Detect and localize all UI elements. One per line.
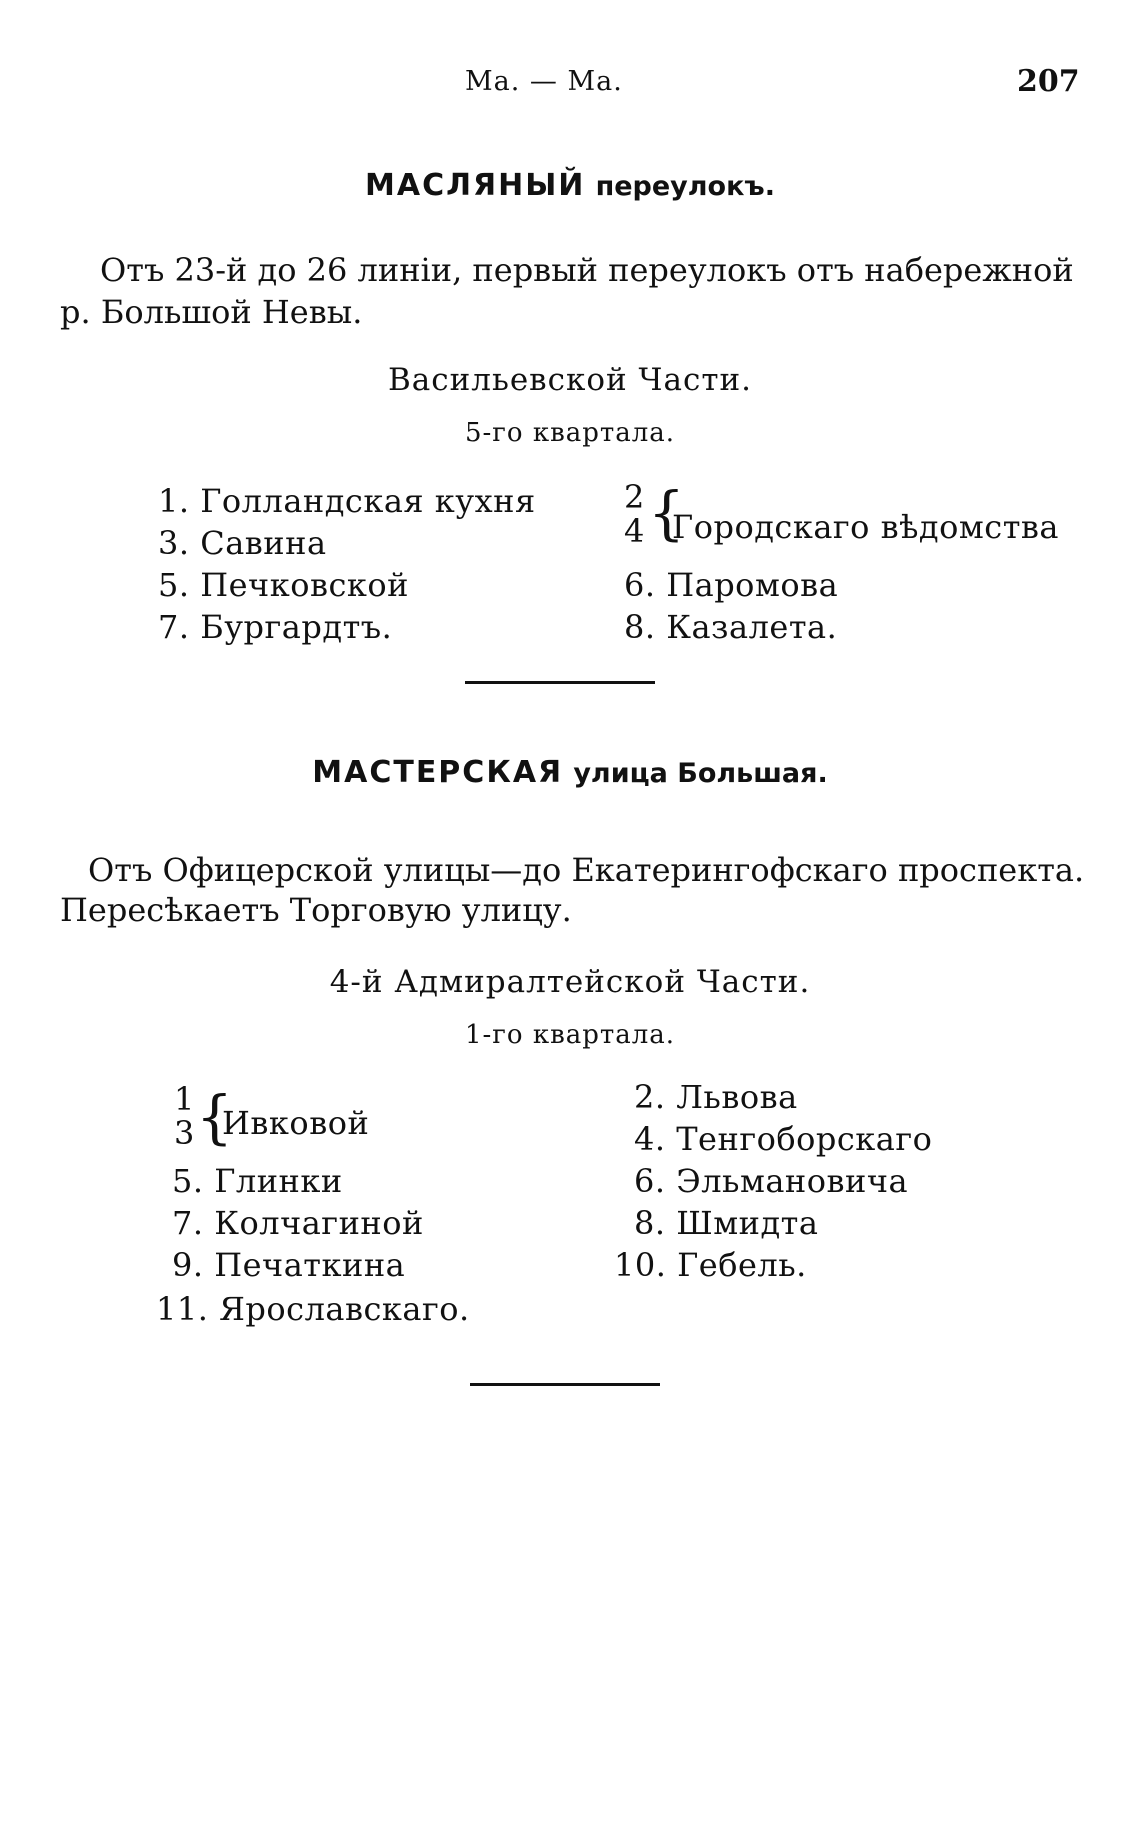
house-owner: Шмидта (676, 1204, 819, 1242)
house-number: 3 (174, 1114, 195, 1152)
list-item (172, 1162, 343, 1200)
house-owner: Голландская кухня (200, 482, 536, 520)
house-owner: Львова (676, 1078, 798, 1116)
street-title-masterskaya (0, 752, 1140, 790)
street-title-rest: улица Большая. (573, 758, 828, 789)
house-number: 10. (614, 1246, 667, 1284)
house-owner: Казалета. (666, 608, 838, 646)
brace-glyph: { (196, 1083, 233, 1151)
street-description-line1: Отъ 23-й до 26 линіи, первый переулокъ отъ набережной (100, 251, 1074, 289)
house-owner: Ивковой (222, 1104, 370, 1142)
list-item (156, 1290, 470, 1328)
brace-glyph: { (648, 479, 685, 547)
street-description-line1: Отъ Офицерской улицы—до Екатерингофскаго проспекта. (88, 851, 1085, 889)
list-item (158, 566, 409, 604)
house-number: 4. (634, 1120, 666, 1158)
street-title-main: МАСТЕРСКАЯ (312, 755, 564, 790)
page-number: 207 (1017, 64, 1080, 99)
section-divider (470, 1383, 660, 1386)
house-number: 1. (158, 482, 190, 520)
list-item (634, 1120, 932, 1158)
house-owner: Глинки (214, 1162, 343, 1200)
house-number: 9. (172, 1246, 204, 1284)
house-owner: Ярославскаго. (219, 1290, 470, 1328)
house-number: 7. (158, 608, 190, 646)
street-description-line2: р. Большой Невы. (60, 293, 363, 331)
list-item (158, 482, 536, 520)
house-owner: Паромова (666, 566, 839, 604)
house-owner: Колчагиной (214, 1204, 424, 1242)
house-owner: Печковской (200, 566, 409, 604)
house-number: 4 (624, 512, 645, 550)
list-item (634, 1204, 818, 1242)
house-number: 1 (174, 1080, 195, 1118)
list-item (158, 524, 327, 562)
quarter-title: 1-го квартала. (464, 1020, 676, 1050)
list-item (634, 1078, 798, 1116)
house-number: 8. (624, 608, 656, 646)
house-owner: Эльмановича (676, 1162, 909, 1200)
house-number: 2. (634, 1078, 666, 1116)
list-item (634, 1162, 908, 1200)
house-number: 2 (624, 478, 645, 516)
list-item (624, 566, 838, 604)
part-title: Васильевской Части. (387, 362, 753, 398)
list-item (172, 1204, 424, 1242)
house-owner: Печаткина (214, 1246, 406, 1284)
list-item (172, 1246, 405, 1284)
street-title-maslyany (0, 165, 1140, 203)
house-number: 8. (634, 1204, 666, 1242)
house-owner: Городскаго вѣдомства (672, 508, 1059, 546)
house-number: 5. (158, 566, 190, 604)
list-item (614, 1246, 807, 1284)
list-item (158, 608, 392, 646)
house-number: 11. (156, 1290, 209, 1328)
running-head: Ма. — Ма. (465, 66, 623, 97)
part-title: 4-й Адмиралтейской Части. (329, 964, 811, 1000)
section-divider (465, 681, 655, 684)
street-description-line2: Пересѣкаетъ Торговую улицу. (60, 891, 572, 929)
house-owner: Тенгоборскаго (676, 1120, 933, 1158)
house-number: 6. (634, 1162, 666, 1200)
house-owner: Савина (200, 524, 327, 562)
house-number: 3. (158, 524, 190, 562)
house-owner: Бургардтъ. (200, 608, 393, 646)
house-number: 5. (172, 1162, 204, 1200)
street-title-rest: переулокъ. (595, 171, 775, 202)
house-number: 7. (172, 1204, 204, 1242)
street-title-main: МАСЛЯНЫЙ (365, 168, 586, 203)
quarter-title: 5-го квартала. (464, 418, 676, 448)
house-number: 6. (624, 566, 656, 604)
house-number-pair (624, 480, 644, 548)
list-item (624, 608, 837, 646)
house-owner: Гебель. (677, 1246, 807, 1284)
house-number-pair (174, 1082, 194, 1150)
